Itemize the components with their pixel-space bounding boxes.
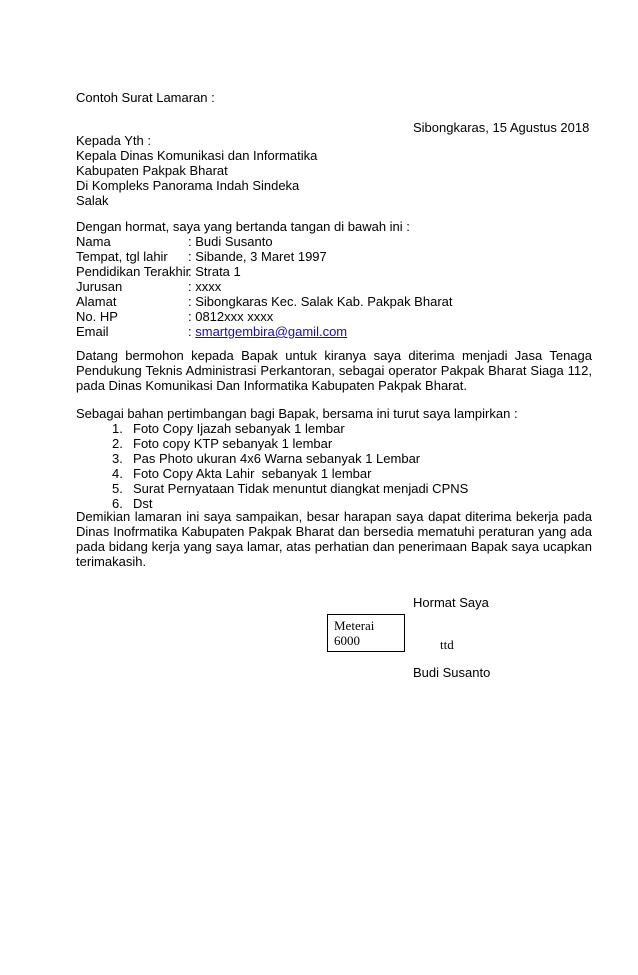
recipient-line: Kepala Dinas Komunikasi dan Informatika — [76, 148, 318, 163]
list-number: 3. — [112, 451, 123, 466]
recipient-line: Kepada Yth : — [76, 133, 151, 148]
identity-row — [76, 264, 592, 279]
identity-row — [76, 324, 592, 339]
list-item — [112, 481, 468, 496]
list-text: Foto Copy Akta Lahir sebanyak 1 lembar — [133, 466, 372, 481]
identity-label: Tempat, tgl lahir — [76, 249, 168, 264]
meterai-stamp-box — [327, 614, 405, 652]
identity-label: Jurusan — [76, 279, 123, 294]
identity-label: No. HP — [76, 309, 118, 324]
list-text: Foto copy KTP sebanyak 1 lembar — [133, 436, 333, 451]
identity-value: : Strata 1 — [188, 264, 241, 279]
list-text: Dst — [133, 496, 153, 511]
identity-row — [76, 234, 592, 249]
recipient-line: Salak — [76, 193, 109, 208]
identity-label: Email — [76, 324, 109, 339]
paragraph-attachments-intro: Sebagai bahan pertimbangan bagi Bapak, bersama ini turut saya lampirkan : — [76, 406, 518, 421]
identity-value: : xxxx — [188, 279, 222, 294]
list-number: 6. — [112, 496, 123, 511]
recipient-block — [76, 133, 592, 208]
list-text: Pas Photo ukuran 4x6 Warna sebanyak 1 Lembar — [133, 451, 421, 466]
identity-label: Nama — [76, 234, 111, 249]
list-number: 1. — [112, 421, 123, 436]
place-date: Sibongkaras, 15 Agustus 2018 — [413, 120, 590, 135]
stamp-label: Meterai — [334, 618, 375, 633]
list-number: 2. — [112, 436, 123, 451]
identity-label: Pendidikan Terakhir — [76, 264, 190, 279]
identity-value: : Sibongkaras Kec. Salak Kab. Pakpak Bharat — [188, 294, 453, 309]
recipient-line: Kabupaten Pakpak Bharat — [76, 163, 228, 178]
list-number: 4. — [112, 466, 123, 481]
attachment-list — [112, 421, 468, 511]
identity-row — [76, 294, 592, 309]
opening-line: Dengan hormat, saya yang bertanda tangan di bawah ini : — [76, 219, 410, 234]
identity-label: Alamat — [76, 294, 117, 309]
list-item — [112, 436, 468, 451]
stamp-value: 6000 — [334, 633, 360, 648]
identity-value: : Sibande, 3 Maret 1997 — [188, 249, 327, 264]
list-text: Surat Pernyataan Tidak menuntut diangkat menjadi CPNS — [133, 481, 469, 496]
signature-mark: ttd — [440, 637, 454, 652]
identity-value: : Budi Susanto — [188, 234, 273, 249]
paragraph-application: Datang bermohon kepada Bapak untuk kiranya saya diterima menjadi Jasa Tenaga Pendukung Teknis Administrasi Perkantoran, sebagai operator Pakpak Bharat Siaga 112, pada Dinas Komunikasi Dan Informatika Kabupaten Pakpak Bharat. — [76, 348, 592, 393]
recipient-line: Di Kompleks Panorama Indah Sindeka — [76, 178, 300, 193]
identity-value — [188, 324, 347, 339]
email-link[interactable]: smartgembira@gamil.com — [195, 324, 348, 339]
signer-name: Budi Susanto — [413, 665, 491, 680]
letter-heading: Contoh Surat Lamaran : — [76, 90, 215, 105]
list-text: Foto Copy Ijazah sebanyak 1 lembar — [133, 421, 345, 436]
paragraph-closing: Demikian lamaran ini saya sampaikan, besar harapan saya dapat diterima bekerja pada Dinas Inofrmatika Kabupaten Pakpak Bharat dan bersedia mematuhi peraturan yang ada pada bidang kerja yang saya lamar, atas perhatian dan penerimaan Bapak saya ucapkan terimakasih. — [76, 509, 592, 569]
list-item — [112, 451, 468, 466]
identity-row — [76, 249, 592, 264]
email-colon: : — [188, 324, 196, 339]
identity-table — [76, 234, 592, 339]
identity-row — [76, 279, 592, 294]
closing-salutation: Hormat Saya — [413, 595, 489, 610]
list-item — [112, 466, 468, 481]
list-item — [112, 421, 468, 436]
list-number: 5. — [112, 481, 123, 496]
identity-row — [76, 309, 592, 324]
identity-value: : 0812xxx xxxx — [188, 309, 274, 324]
